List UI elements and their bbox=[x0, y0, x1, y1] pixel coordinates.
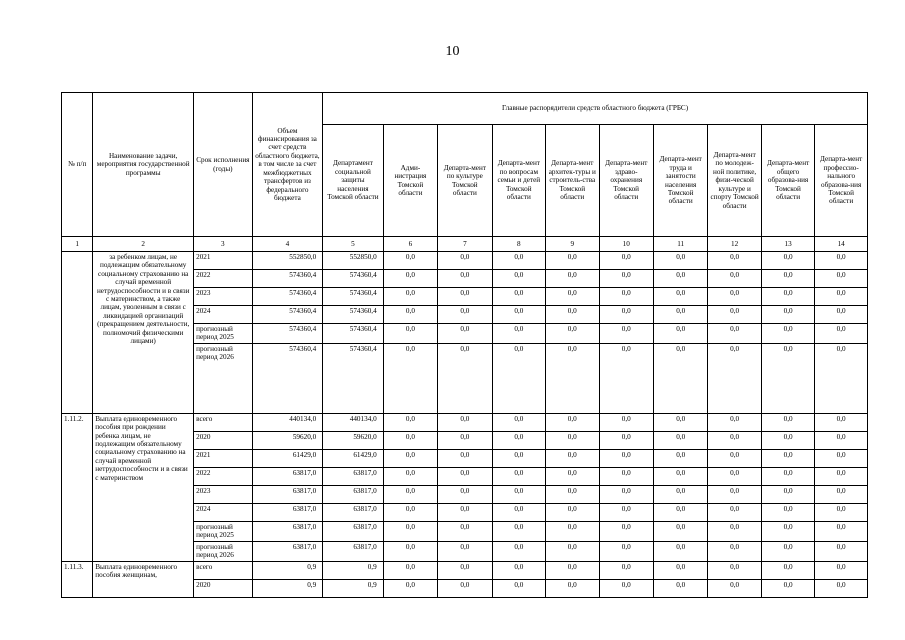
dep-zero-cell: 0,0 bbox=[653, 413, 707, 431]
dep-zero-cell: 0,0 bbox=[761, 306, 814, 324]
dep-zero-cell: 0,0 bbox=[761, 561, 814, 579]
dep-zero-cell: 0,0 bbox=[383, 252, 437, 270]
total-cell: 59620,0 bbox=[252, 431, 323, 449]
column-number: 13 bbox=[761, 237, 814, 252]
dep-zero-cell: 0,0 bbox=[761, 252, 814, 270]
dep-zero-cell: 0,0 bbox=[546, 288, 599, 306]
dep-zero-cell: 0,0 bbox=[708, 324, 761, 344]
dep-zero-cell: 0,0 bbox=[761, 431, 814, 449]
dep-zero-cell: 0,0 bbox=[761, 579, 814, 597]
dep-zero-cell: 0,0 bbox=[653, 467, 707, 485]
dep-social-cell: 574360,4 bbox=[323, 343, 384, 413]
total-cell: 63817,0 bbox=[252, 541, 323, 561]
column-number: 2 bbox=[93, 237, 194, 252]
total-cell: 574360,4 bbox=[252, 343, 323, 413]
dep-zero-cell: 0,0 bbox=[438, 467, 492, 485]
dep-zero-cell: 0,0 bbox=[546, 561, 599, 579]
dep-zero-cell: 0,0 bbox=[546, 431, 599, 449]
dep-zero-cell: 0,0 bbox=[761, 449, 814, 467]
dep-zero-cell: 0,0 bbox=[599, 324, 653, 344]
dep-zero-cell: 0,0 bbox=[599, 343, 653, 413]
column-number: 7 bbox=[438, 237, 492, 252]
dep-zero-cell: 0,0 bbox=[383, 579, 437, 597]
dep-zero-cell: 0,0 bbox=[492, 467, 545, 485]
dep-zero-cell: 0,0 bbox=[815, 485, 868, 503]
dep-zero-cell: 0,0 bbox=[546, 521, 599, 541]
dep-zero-cell: 0,0 bbox=[653, 288, 707, 306]
header-dep-1: Департамент социальной защиты населения Томской области bbox=[323, 125, 384, 237]
header-dep-8: Департа-мент по молодеж-ной политике, физи-ческой культуре и спорту Томской области bbox=[708, 125, 761, 237]
dep-zero-cell: 0,0 bbox=[815, 288, 868, 306]
dep-zero-cell: 0,0 bbox=[438, 541, 492, 561]
dep-zero-cell: 0,0 bbox=[438, 324, 492, 344]
dep-zero-cell: 0,0 bbox=[815, 306, 868, 324]
dep-social-cell: 63817,0 bbox=[323, 521, 384, 541]
header-dep-10: Департа-мент профессио-нального образова-ния Томской области bbox=[815, 125, 868, 237]
dep-zero-cell: 0,0 bbox=[599, 413, 653, 431]
dep-zero-cell: 0,0 bbox=[492, 270, 545, 288]
dep-zero-cell: 0,0 bbox=[708, 561, 761, 579]
dep-zero-cell: 0,0 bbox=[653, 521, 707, 541]
dep-social-cell: 574360,4 bbox=[323, 306, 384, 324]
total-cell: 574360,4 bbox=[252, 288, 323, 306]
dep-zero-cell: 0,0 bbox=[708, 343, 761, 413]
term-cell: всего bbox=[194, 561, 252, 579]
dep-zero-cell: 0,0 bbox=[653, 579, 707, 597]
dep-zero-cell: 0,0 bbox=[492, 306, 545, 324]
dep-zero-cell: 0,0 bbox=[492, 521, 545, 541]
term-cell: 2023 bbox=[194, 288, 252, 306]
table-row bbox=[62, 413, 868, 431]
dep-zero-cell: 0,0 bbox=[492, 561, 545, 579]
dep-social-cell: 574360,4 bbox=[323, 270, 384, 288]
dep-zero-cell: 0,0 bbox=[653, 252, 707, 270]
dep-zero-cell: 0,0 bbox=[761, 324, 814, 344]
dep-zero-cell: 0,0 bbox=[708, 467, 761, 485]
dep-social-cell: 63817,0 bbox=[323, 485, 384, 503]
dep-zero-cell: 0,0 bbox=[492, 288, 545, 306]
term-cell: прогнозный период 2025 bbox=[194, 324, 252, 344]
dep-social-cell: 552850,0 bbox=[323, 252, 384, 270]
table-row bbox=[62, 252, 868, 270]
dep-zero-cell: 0,0 bbox=[383, 521, 437, 541]
dep-zero-cell: 0,0 bbox=[383, 270, 437, 288]
dep-zero-cell: 0,0 bbox=[492, 449, 545, 467]
dep-social-cell: 574360,4 bbox=[323, 288, 384, 306]
dep-zero-cell: 0,0 bbox=[653, 485, 707, 503]
column-number: 6 bbox=[383, 237, 437, 252]
term-cell: 2023 bbox=[194, 485, 252, 503]
dep-zero-cell: 0,0 bbox=[761, 503, 814, 521]
header-no: № п/п bbox=[62, 93, 93, 237]
table-row bbox=[62, 561, 868, 579]
total-cell: 574360,4 bbox=[252, 324, 323, 344]
dep-social-cell: 0,9 bbox=[323, 579, 384, 597]
dep-zero-cell: 0,0 bbox=[815, 449, 868, 467]
task-name: Выплата единовременного пособия при рождении ребенка лицам, не подлежащим обязательному социальному страхованию на случай временной нетрудоспособности и в связи с материнством bbox=[93, 413, 194, 561]
dep-zero-cell: 0,0 bbox=[599, 449, 653, 467]
column-number: 4 bbox=[252, 237, 323, 252]
dep-zero-cell: 0,0 bbox=[708, 306, 761, 324]
header-dep-2: Адми-нистрация Томской области bbox=[383, 125, 437, 237]
dep-zero-cell: 0,0 bbox=[653, 561, 707, 579]
dep-zero-cell: 0,0 bbox=[815, 343, 868, 413]
dep-zero-cell: 0,0 bbox=[708, 485, 761, 503]
dep-zero-cell: 0,0 bbox=[708, 541, 761, 561]
dep-zero-cell: 0,0 bbox=[546, 579, 599, 597]
dep-zero-cell: 0,0 bbox=[653, 449, 707, 467]
dep-zero-cell: 0,0 bbox=[815, 503, 868, 521]
column-number-row bbox=[62, 237, 868, 252]
dep-zero-cell: 0,0 bbox=[599, 485, 653, 503]
dep-zero-cell: 0,0 bbox=[599, 561, 653, 579]
dep-zero-cell: 0,0 bbox=[492, 541, 545, 561]
dep-zero-cell: 0,0 bbox=[653, 324, 707, 344]
dep-zero-cell: 0,0 bbox=[383, 413, 437, 431]
dep-zero-cell: 0,0 bbox=[815, 467, 868, 485]
dep-zero-cell: 0,0 bbox=[383, 541, 437, 561]
dep-zero-cell: 0,0 bbox=[492, 252, 545, 270]
dep-zero-cell: 0,0 bbox=[546, 467, 599, 485]
dep-zero-cell: 0,0 bbox=[599, 288, 653, 306]
term-cell: всего bbox=[194, 413, 252, 431]
dep-zero-cell: 0,0 bbox=[761, 288, 814, 306]
dep-zero-cell: 0,0 bbox=[438, 288, 492, 306]
column-number: 3 bbox=[194, 237, 252, 252]
dep-zero-cell: 0,0 bbox=[383, 324, 437, 344]
dep-zero-cell: 0,0 bbox=[492, 343, 545, 413]
dep-zero-cell: 0,0 bbox=[438, 449, 492, 467]
total-cell: 0,9 bbox=[252, 561, 323, 579]
dep-zero-cell: 0,0 bbox=[546, 449, 599, 467]
column-number: 10 bbox=[599, 237, 653, 252]
header-task: Наименование задачи, мероприятия государственной программы bbox=[93, 93, 194, 237]
dep-zero-cell: 0,0 bbox=[438, 503, 492, 521]
dep-zero-cell: 0,0 bbox=[438, 306, 492, 324]
dep-zero-cell: 0,0 bbox=[438, 252, 492, 270]
header-dep-3: Департа-мент по культуре Томской области bbox=[438, 125, 492, 237]
dep-zero-cell: 0,0 bbox=[815, 252, 868, 270]
budget-table bbox=[61, 92, 868, 598]
dep-zero-cell: 0,0 bbox=[815, 431, 868, 449]
total-cell: 440134,0 bbox=[252, 413, 323, 431]
dep-zero-cell: 0,0 bbox=[815, 541, 868, 561]
dep-zero-cell: 0,0 bbox=[653, 343, 707, 413]
term-cell: 2022 bbox=[194, 270, 252, 288]
dep-zero-cell: 0,0 bbox=[599, 541, 653, 561]
dep-social-cell: 0,9 bbox=[323, 561, 384, 579]
dep-zero-cell: 0,0 bbox=[708, 431, 761, 449]
page-number: 10 bbox=[445, 44, 460, 59]
dep-zero-cell: 0,0 bbox=[546, 270, 599, 288]
dep-zero-cell: 0,0 bbox=[708, 252, 761, 270]
dep-social-cell: 63817,0 bbox=[323, 503, 384, 521]
dep-zero-cell: 0,0 bbox=[546, 343, 599, 413]
dep-zero-cell: 0,0 bbox=[438, 521, 492, 541]
dep-zero-cell: 0,0 bbox=[761, 343, 814, 413]
dep-zero-cell: 0,0 bbox=[599, 579, 653, 597]
dep-zero-cell: 0,0 bbox=[546, 503, 599, 521]
dep-zero-cell: 0,0 bbox=[708, 521, 761, 541]
row-index: 1.11.2. bbox=[62, 413, 93, 561]
column-number: 9 bbox=[546, 237, 599, 252]
dep-zero-cell: 0,0 bbox=[599, 521, 653, 541]
term-cell: 2021 bbox=[194, 252, 252, 270]
term-cell: 2022 bbox=[194, 467, 252, 485]
dep-zero-cell: 0,0 bbox=[708, 503, 761, 521]
total-cell: 574360,4 bbox=[252, 306, 323, 324]
dep-zero-cell: 0,0 bbox=[599, 503, 653, 521]
total-cell: 63817,0 bbox=[252, 485, 323, 503]
dep-zero-cell: 0,0 bbox=[438, 561, 492, 579]
dep-zero-cell: 0,0 bbox=[492, 431, 545, 449]
dep-zero-cell: 0,0 bbox=[383, 485, 437, 503]
column-number: 11 bbox=[653, 237, 707, 252]
dep-zero-cell: 0,0 bbox=[815, 270, 868, 288]
dep-social-cell: 63817,0 bbox=[323, 541, 384, 561]
dep-zero-cell: 0,0 bbox=[708, 288, 761, 306]
dep-social-cell: 440134,0 bbox=[323, 413, 384, 431]
dep-zero-cell: 0,0 bbox=[492, 324, 545, 344]
dep-zero-cell: 0,0 bbox=[761, 485, 814, 503]
term-cell: прогнозный период 2026 bbox=[194, 343, 252, 413]
dep-zero-cell: 0,0 bbox=[761, 467, 814, 485]
term-cell: 2020 bbox=[194, 579, 252, 597]
dep-zero-cell: 0,0 bbox=[761, 521, 814, 541]
dep-zero-cell: 0,0 bbox=[599, 306, 653, 324]
dep-zero-cell: 0,0 bbox=[599, 431, 653, 449]
dep-zero-cell: 0,0 bbox=[492, 413, 545, 431]
dep-zero-cell: 0,0 bbox=[383, 467, 437, 485]
total-cell: 0,9 bbox=[252, 579, 323, 597]
header-dep-5: Департа-мент архитек-туры и строитель-ства Томской области bbox=[546, 125, 599, 237]
dep-zero-cell: 0,0 bbox=[653, 431, 707, 449]
dep-zero-cell: 0,0 bbox=[599, 270, 653, 288]
dep-zero-cell: 0,0 bbox=[761, 541, 814, 561]
total-cell: 61429,0 bbox=[252, 449, 323, 467]
total-cell: 552850,0 bbox=[252, 252, 323, 270]
term-cell: 2024 bbox=[194, 306, 252, 324]
dep-social-cell: 63817,0 bbox=[323, 467, 384, 485]
dep-zero-cell: 0,0 bbox=[383, 288, 437, 306]
column-number: 1 bbox=[62, 237, 93, 252]
dep-zero-cell: 0,0 bbox=[546, 324, 599, 344]
dep-social-cell: 61429,0 bbox=[323, 449, 384, 467]
term-cell: 2024 bbox=[194, 503, 252, 521]
dep-social-cell: 574360,4 bbox=[323, 324, 384, 344]
dep-zero-cell: 0,0 bbox=[653, 503, 707, 521]
term-cell: 2020 bbox=[194, 431, 252, 449]
header-term: Срок исполнения (годы) bbox=[194, 93, 252, 237]
dep-zero-cell: 0,0 bbox=[438, 485, 492, 503]
task-name: за ребенком лицам, не подлежащим обязательному социальному страхованию на случай временной нетрудоспособности и в связи с материнством, а также лицам, уволенным в связи с ликвидацией организаций (прекращением деятельности, полномочий физическими лицами) bbox=[93, 252, 194, 414]
dep-social-cell: 59620,0 bbox=[323, 431, 384, 449]
dep-zero-cell: 0,0 bbox=[761, 413, 814, 431]
dep-zero-cell: 0,0 bbox=[383, 343, 437, 413]
dep-zero-cell: 0,0 bbox=[815, 413, 868, 431]
dep-zero-cell: 0,0 bbox=[546, 413, 599, 431]
column-number: 14 bbox=[815, 237, 868, 252]
total-cell: 63817,0 bbox=[252, 467, 323, 485]
dep-zero-cell: 0,0 bbox=[492, 503, 545, 521]
dep-zero-cell: 0,0 bbox=[438, 270, 492, 288]
dep-zero-cell: 0,0 bbox=[815, 324, 868, 344]
term-cell: 2021 bbox=[194, 449, 252, 467]
header-dep-6: Департа-мент здраво-охранения Томской области bbox=[599, 125, 653, 237]
dep-zero-cell: 0,0 bbox=[815, 561, 868, 579]
term-cell: прогнозный период 2025 bbox=[194, 521, 252, 541]
dep-zero-cell: 0,0 bbox=[708, 413, 761, 431]
row-index bbox=[62, 252, 93, 414]
dep-zero-cell: 0,0 bbox=[708, 579, 761, 597]
dep-zero-cell: 0,0 bbox=[492, 485, 545, 503]
dep-zero-cell: 0,0 bbox=[653, 541, 707, 561]
column-number: 5 bbox=[323, 237, 384, 252]
dep-zero-cell: 0,0 bbox=[383, 561, 437, 579]
header-dep-9: Департа-мент общего образова-ния Томской области bbox=[761, 125, 814, 237]
dep-zero-cell: 0,0 bbox=[815, 579, 868, 597]
dep-zero-cell: 0,0 bbox=[546, 541, 599, 561]
total-cell: 63817,0 bbox=[252, 503, 323, 521]
header-dep-7: Департа-мент труда и занятости населения Томской области bbox=[653, 125, 707, 237]
dep-zero-cell: 0,0 bbox=[438, 413, 492, 431]
header-volume: Объем финансирования за счет средств областного бюджета, в том числе за счет межбюджетных трансфертов из федерального бюджета bbox=[252, 93, 323, 237]
dep-zero-cell: 0,0 bbox=[599, 252, 653, 270]
dep-zero-cell: 0,0 bbox=[383, 449, 437, 467]
task-name: Выплата единовременного пособия женщинам, bbox=[93, 561, 194, 597]
dep-zero-cell: 0,0 bbox=[383, 431, 437, 449]
dep-zero-cell: 0,0 bbox=[438, 579, 492, 597]
dep-zero-cell: 0,0 bbox=[546, 252, 599, 270]
dep-zero-cell: 0,0 bbox=[761, 270, 814, 288]
header-dep-4: Департа-мент по вопросам семьи и детей Томской области bbox=[492, 125, 545, 237]
dep-zero-cell: 0,0 bbox=[546, 306, 599, 324]
column-number: 12 bbox=[708, 237, 761, 252]
dep-zero-cell: 0,0 bbox=[653, 306, 707, 324]
dep-zero-cell: 0,0 bbox=[708, 270, 761, 288]
dep-zero-cell: 0,0 bbox=[653, 270, 707, 288]
dep-zero-cell: 0,0 bbox=[383, 306, 437, 324]
total-cell: 574360,4 bbox=[252, 270, 323, 288]
column-number: 8 bbox=[492, 237, 545, 252]
dep-zero-cell: 0,0 bbox=[438, 431, 492, 449]
dep-zero-cell: 0,0 bbox=[599, 467, 653, 485]
row-index: 1.11.3. bbox=[62, 561, 93, 597]
dep-zero-cell: 0,0 bbox=[383, 503, 437, 521]
dep-zero-cell: 0,0 bbox=[815, 521, 868, 541]
total-cell: 63817,0 bbox=[252, 521, 323, 541]
header-grbs: Главные распорядители средств областного бюджета (ГРБС) bbox=[323, 93, 868, 125]
dep-zero-cell: 0,0 bbox=[546, 485, 599, 503]
term-cell: прогнозный период 2026 bbox=[194, 541, 252, 561]
dep-zero-cell: 0,0 bbox=[492, 579, 545, 597]
dep-zero-cell: 0,0 bbox=[708, 449, 761, 467]
dep-zero-cell: 0,0 bbox=[438, 343, 492, 413]
